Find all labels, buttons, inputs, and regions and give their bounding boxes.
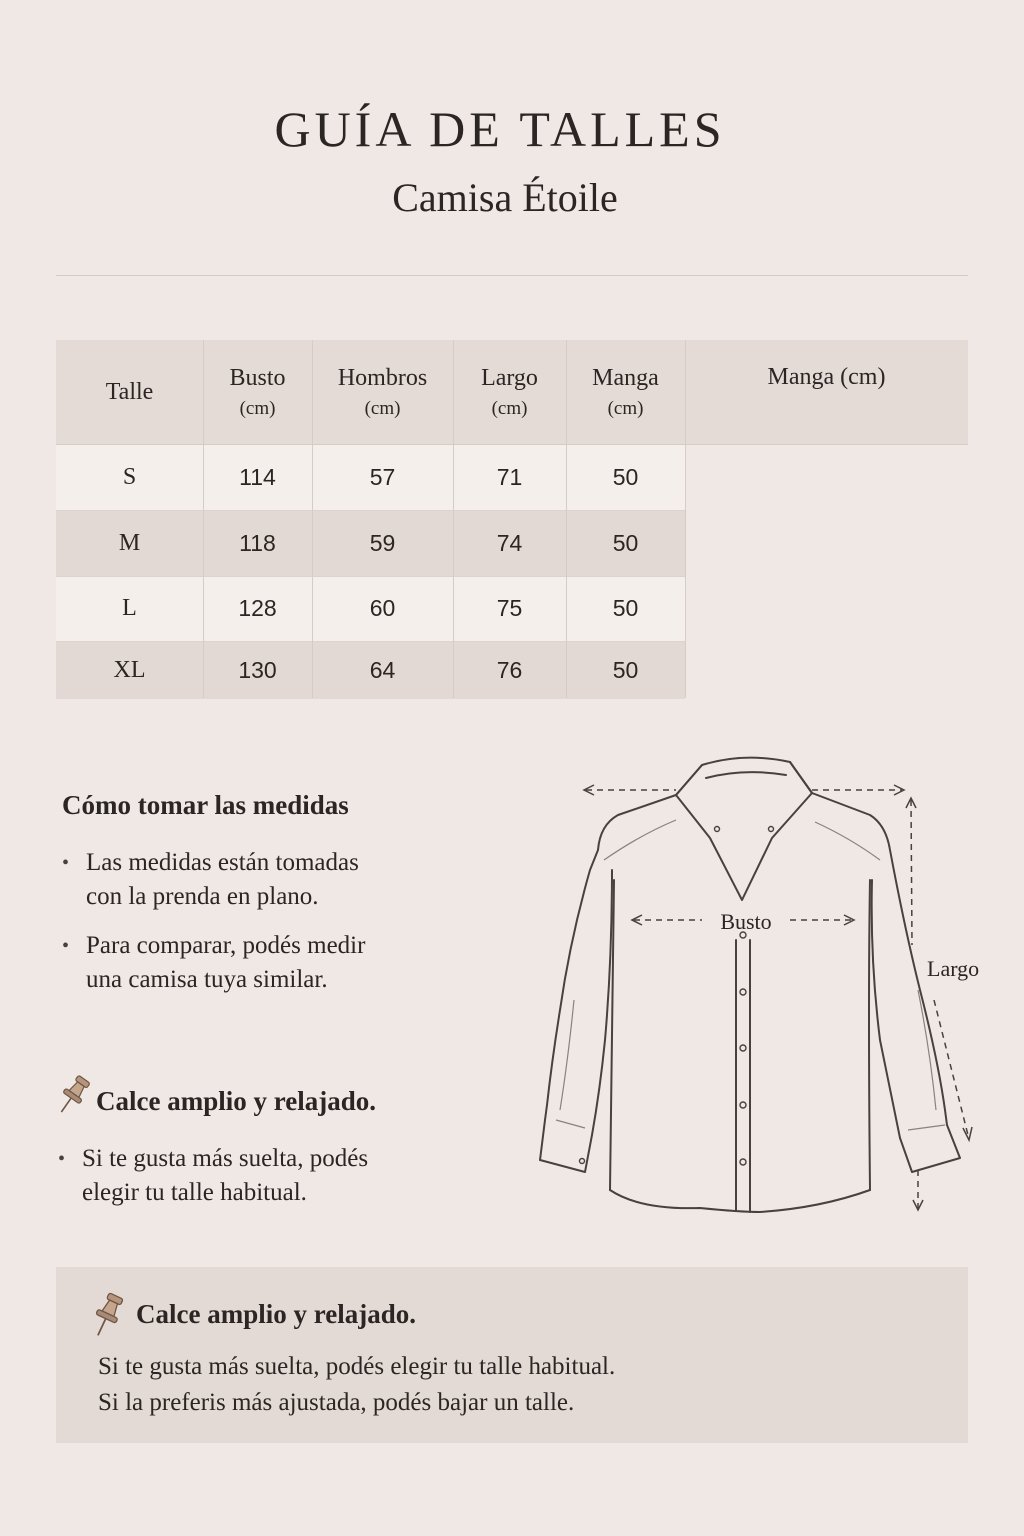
column-divider xyxy=(566,340,567,698)
column-divider xyxy=(685,340,686,698)
cell-hombros: 57 xyxy=(369,464,396,490)
cell-busto: 130 xyxy=(238,656,277,683)
header-unit: (cm) xyxy=(607,397,644,419)
cell-manga: 50 xyxy=(612,464,639,490)
measures-title: Cómo tomar las medidas xyxy=(62,790,349,820)
table-row-s xyxy=(56,445,685,510)
cell-manga: 50 xyxy=(612,656,639,683)
cell-busto: 114 xyxy=(239,464,276,490)
divider xyxy=(56,275,968,276)
header-busto xyxy=(203,340,312,444)
row-divider xyxy=(56,641,685,642)
table-row-m xyxy=(56,510,685,576)
cell-largo: 71 xyxy=(496,464,523,490)
row-divider xyxy=(56,576,685,577)
bullet-line: una camisa tuya similar. xyxy=(86,966,328,993)
column-divider xyxy=(453,340,454,698)
cell-talle: S xyxy=(122,464,137,490)
fit-bullet xyxy=(58,1142,502,1210)
note-line: Si te gusta más suelta, podés elegir tu talle habitual. xyxy=(98,1353,616,1380)
pushpin-icon xyxy=(88,1292,128,1342)
note-title: Calce amplio y relajado. xyxy=(136,1299,416,1329)
cell-manga: 50 xyxy=(612,595,639,621)
cell-largo: 74 xyxy=(496,529,523,556)
header-label: Talle xyxy=(105,378,154,405)
cell-largo: 76 xyxy=(496,656,523,683)
header-label: Hombros xyxy=(337,364,428,391)
cell-hombros: 60 xyxy=(369,595,396,621)
header-talle xyxy=(56,340,203,444)
header-label: Manga xyxy=(592,364,659,391)
header-largo xyxy=(453,340,566,444)
cell-manga: 50 xyxy=(612,529,639,556)
cell-busto: 128 xyxy=(238,595,277,621)
bullet-line: • Si te gusta más suelta, podés xyxy=(82,1145,369,1172)
header-label: Largo xyxy=(481,364,538,391)
header-unit: (cm) xyxy=(491,397,528,419)
largo-label: Largo xyxy=(927,956,980,981)
column-divider xyxy=(312,340,313,698)
header-manga-extra xyxy=(685,340,968,444)
cell-talle: L xyxy=(122,595,137,621)
bullet-line: con la prenda en plano. xyxy=(86,883,319,910)
note-line: Si la preferis más ajustada, podés bajar un talle. xyxy=(98,1389,575,1416)
row-divider xyxy=(56,510,685,511)
cell-busto: 118 xyxy=(239,529,276,556)
header-label: Busto xyxy=(229,364,286,391)
shirt-diagram xyxy=(530,740,1000,1230)
bullet-line: • Las medidas están tomadas xyxy=(86,849,359,876)
cell-hombros: 59 xyxy=(369,529,396,556)
shoulder-arrow xyxy=(584,785,904,795)
bullet-line: • Para comparar, podés medir xyxy=(86,932,366,959)
product-name: Camisa Étoile xyxy=(392,175,618,220)
length-arrow xyxy=(906,798,972,1210)
column-divider xyxy=(203,340,204,698)
shirt-outline xyxy=(540,758,960,1212)
size-table xyxy=(56,340,968,700)
cell-talle: M xyxy=(118,529,141,556)
busto-label: Busto xyxy=(720,909,772,934)
cell-largo: 75 xyxy=(496,595,523,621)
measure-bullet xyxy=(62,929,506,997)
header-label: Manga (cm) xyxy=(767,364,886,390)
header-hombros xyxy=(312,340,453,444)
cell-talle: XL xyxy=(113,656,146,683)
header-unit: (cm) xyxy=(364,397,401,419)
measure-bullet xyxy=(62,846,506,914)
table-row-l xyxy=(56,576,685,641)
cell-hombros: 64 xyxy=(369,656,396,683)
bullet-line: elegir tu talle habitual. xyxy=(82,1179,307,1206)
header-unit: (cm) xyxy=(239,397,276,419)
pushpin-icon xyxy=(56,1074,92,1120)
header-manga xyxy=(566,340,685,444)
page-title: GUÍA DE TALLES xyxy=(274,101,726,157)
fit-title: Calce amplio y relajado. xyxy=(96,1086,376,1116)
table-row-xl xyxy=(56,641,685,699)
